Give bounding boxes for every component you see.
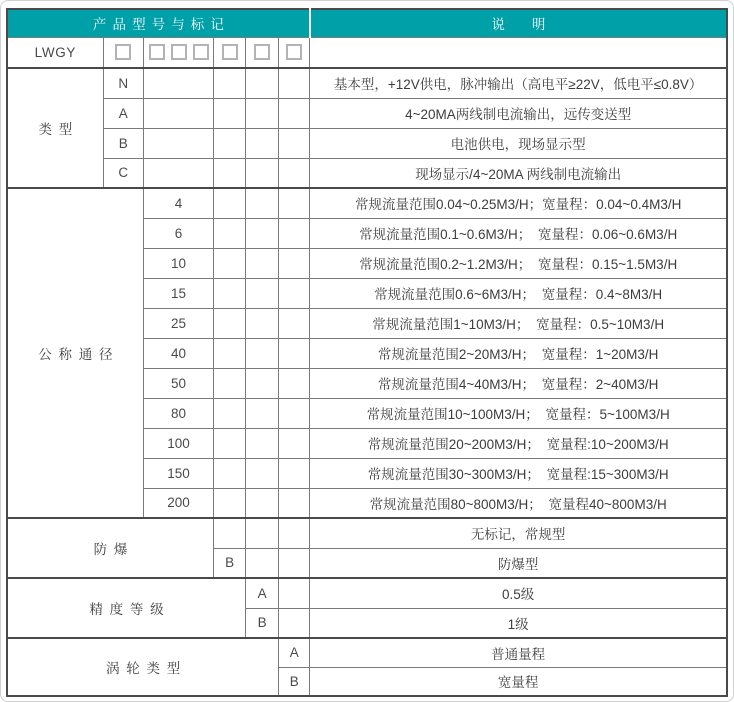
accuracy-desc: 0.5级	[310, 578, 727, 608]
explosion-code-placeholder-cell	[214, 37, 246, 68]
turbine-code-placeholder-cell	[279, 37, 310, 68]
turbine-section-label: 涡轮类型	[7, 638, 279, 696]
type-row	[7, 158, 727, 188]
type-desc: 现场显示/4~20MA 两线制电流输出	[310, 158, 727, 188]
diameter-desc: 常规流量范围10~100M3/H； 宽量程：5~100M3/H	[310, 398, 727, 428]
type-section-label: 类型	[7, 68, 103, 188]
model-code: LWGY	[7, 37, 103, 68]
empty-square-icon	[286, 44, 302, 60]
turbine-code: B	[279, 667, 310, 696]
diameter-desc: 常规流量范围4~40M3/H； 宽量程：2~40M3/H	[310, 368, 727, 398]
diameter-value: 50	[143, 368, 213, 398]
type-code: N	[103, 68, 143, 98]
type-desc: 4~20MA两线制电流输出，远传变送型	[310, 98, 727, 128]
diameter-value: 10	[143, 248, 213, 278]
model-desc-empty	[310, 37, 727, 68]
empty-square-icon	[115, 44, 131, 60]
diameter-desc: 常规流量范围30~300M3/H； 宽量程:15~300M3/H	[310, 458, 727, 488]
accuracy-section-label: 精度等级	[7, 578, 246, 638]
explosion-section-label: 防爆	[7, 518, 214, 578]
accuracy-row	[7, 578, 727, 608]
explosion-desc: 无标记，常规型	[310, 518, 727, 548]
accuracy-code-placeholder-cell	[246, 37, 279, 68]
diameter-value: 25	[143, 308, 213, 338]
diameter-value: 6	[143, 218, 213, 248]
empty-square-icon	[222, 44, 238, 60]
diameter-value: 15	[143, 278, 213, 308]
type-code-placeholder-cell	[103, 37, 143, 68]
turbine-desc: 宽量程	[310, 667, 727, 696]
diameter-desc: 常规流量范围20~200M3/H； 宽量程:10~200M3/H	[310, 428, 727, 458]
type-row	[7, 98, 727, 128]
diameter-desc: 常规流量范围0.6~6M3/H； 宽量程：0.4~8M3/H	[310, 278, 727, 308]
turbine-row	[7, 638, 727, 667]
type-code: C	[103, 158, 143, 188]
diameter-desc: 常规流量范围0.04~0.25M3/H；宽量程：0.04~0.4M3/H	[310, 188, 727, 218]
model-row	[7, 37, 727, 68]
empty-square-icon	[171, 44, 187, 60]
type-code: B	[103, 128, 143, 158]
diameter-section-label: 公称通径	[7, 188, 143, 518]
header-row	[7, 9, 727, 37]
diameter-value: 40	[143, 338, 213, 368]
header-description: 说 明	[310, 9, 727, 37]
accuracy-code: B	[246, 608, 279, 638]
diameter-value: 80	[143, 398, 213, 428]
accuracy-desc: 1级	[310, 608, 727, 638]
type-row	[7, 68, 727, 98]
diameter-desc: 常规流量范围1~10M3/H； 宽量程：0.5~10M3/H	[310, 308, 727, 338]
empty-square-icon	[149, 44, 165, 60]
diameter-value: 150	[143, 458, 213, 488]
type-row	[7, 128, 727, 158]
explosion-code: B	[214, 548, 246, 578]
type-desc: 基本型，+12V供电，脉冲输出（高电平≥22V，低电平≤0.8V）	[310, 68, 727, 98]
empty-square-icon	[193, 44, 209, 60]
header-product-model: 产品型号与标记	[7, 9, 310, 37]
diameter-value: 100	[143, 428, 213, 458]
explosion-row	[7, 518, 727, 548]
turbine-desc: 普通量程	[310, 638, 727, 667]
turbine-code: A	[279, 638, 310, 667]
type-desc: 电池供电，现场显示型	[310, 128, 727, 158]
diameter-desc: 常规流量范围80~800M3/H； 宽量程40~800M3/H	[310, 488, 727, 518]
diameter-value: 4	[143, 188, 213, 218]
type-code: A	[103, 98, 143, 128]
diameter-value: 200	[143, 488, 213, 518]
diameter-desc: 常规流量范围0.1~0.6M3/H； 宽量程：0.06~0.6M3/H	[310, 218, 727, 248]
accuracy-code: A	[246, 578, 279, 608]
explosion-desc: 防爆型	[310, 548, 727, 578]
model-selection-table	[6, 8, 728, 697]
diameter-desc: 常规流量范围0.2~1.2M3/H； 宽量程：0.15~1.5M3/H	[310, 248, 727, 278]
diameter-code-placeholder-cell	[143, 37, 213, 68]
diameter-desc: 常规流量范围2~20M3/H； 宽量程：1~20M3/H	[310, 338, 727, 368]
empty-square-icon	[254, 44, 270, 60]
diameter-row	[7, 188, 727, 218]
explosion-code	[214, 518, 246, 548]
